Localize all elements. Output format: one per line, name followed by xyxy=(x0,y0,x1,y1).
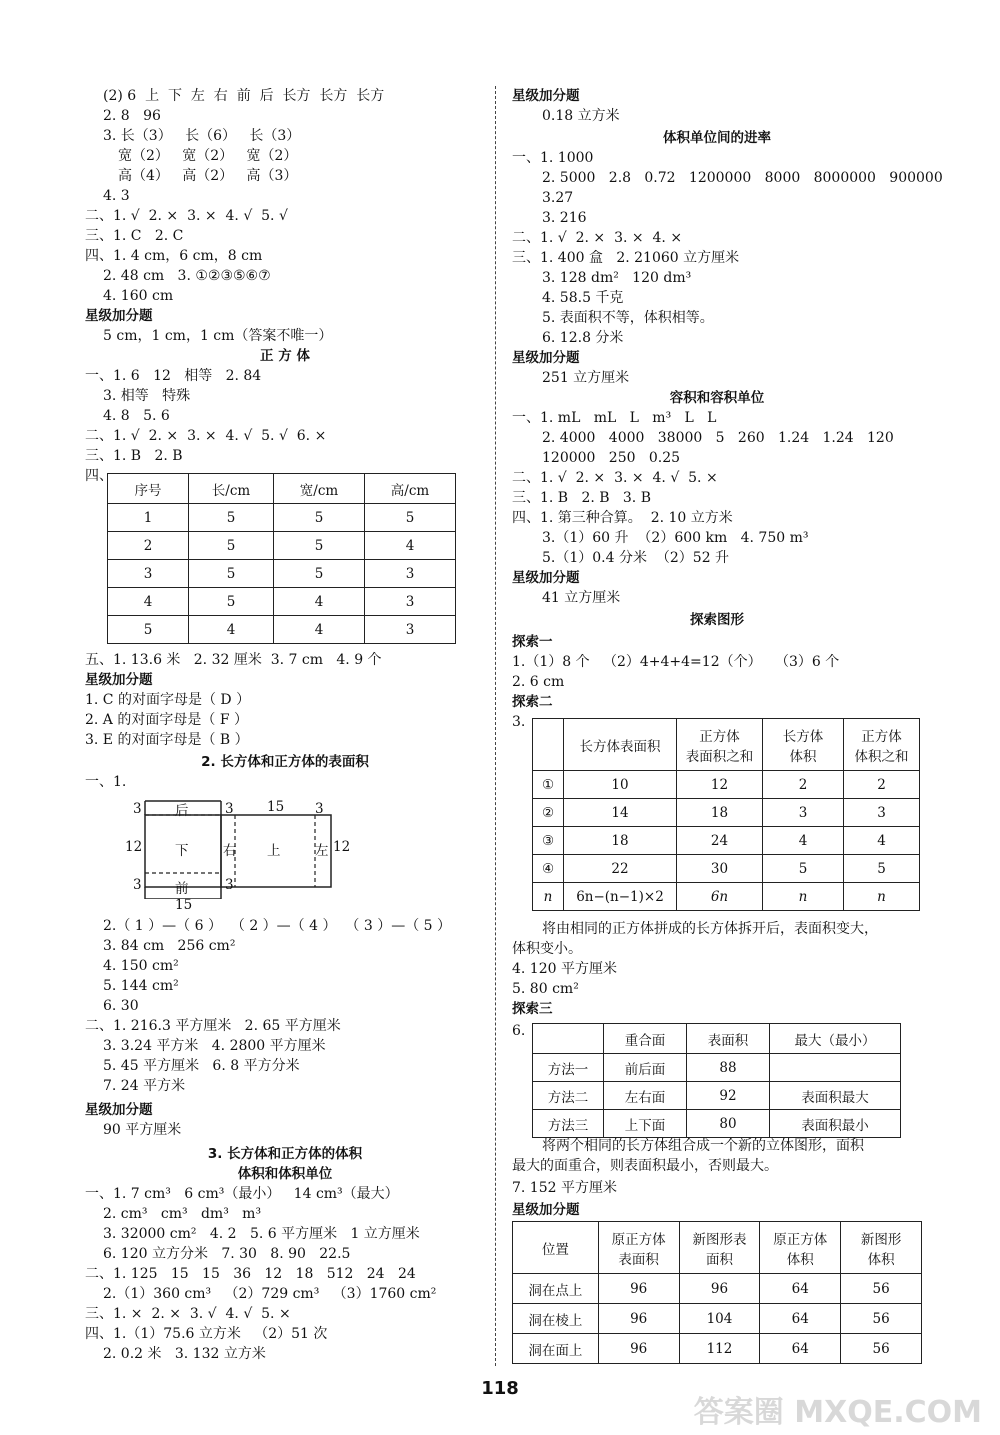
answer-line: 2. 4000 4000 38000 5 260 1.24 1.24 120 xyxy=(542,430,894,446)
table-row xyxy=(533,1054,901,1082)
table-cell: 88 xyxy=(687,1054,770,1082)
answer-line: 三、1. C 2. C xyxy=(85,228,184,244)
table-cell: 3 xyxy=(844,799,920,827)
table-cell: 3 xyxy=(763,799,844,827)
table-cell: 5 xyxy=(189,532,274,560)
table-cell: 96 xyxy=(679,1274,760,1304)
table-row xyxy=(108,560,456,588)
table-cell: 96 xyxy=(598,1334,679,1364)
section-heading: 体积单位间的进率 xyxy=(663,130,771,146)
table-cell: 左右面 xyxy=(604,1082,687,1110)
cuboid-net-diagram xyxy=(115,799,375,913)
table-cell: 1 xyxy=(108,504,189,532)
table-header-cell xyxy=(533,1024,604,1054)
answer-line: 3. 相等 特殊 xyxy=(103,388,191,404)
answer-line: 体积变小。 xyxy=(512,941,582,957)
answer-line: 三、1. 400 盒 2. 21060 立方厘米 xyxy=(512,250,740,266)
table-cell: 12 xyxy=(677,771,763,799)
table-cell: 96 xyxy=(598,1274,679,1304)
table-cell: 6n xyxy=(677,883,763,911)
cuboid-dimensions-table xyxy=(107,473,456,644)
table-cell: 24 xyxy=(677,827,763,855)
answer-line: 二、1. 216.3 平方厘米 2. 65 平方厘米 xyxy=(85,1018,341,1034)
section-heading: 星级加分题 xyxy=(85,308,153,324)
table-cell: 22 xyxy=(564,855,677,883)
answer-line: 2. 0.2 米 3. 132 立方米 xyxy=(103,1346,266,1362)
answer-line: 3.27 xyxy=(542,190,574,206)
table-cell: 2 xyxy=(844,771,920,799)
net-face-label: 后 xyxy=(175,803,189,819)
table-cell: 方法一 xyxy=(533,1054,604,1082)
table-header-cell: 新图形 体积 xyxy=(841,1222,922,1274)
table-header-cell: 高/cm xyxy=(365,474,456,504)
table-cell: 方法三 xyxy=(533,1110,604,1138)
table-header-cell: 位置 xyxy=(513,1222,599,1274)
table-cell: 3 xyxy=(365,588,456,616)
section-heading: 星级加分题 xyxy=(512,570,580,586)
table-cell: 5 xyxy=(365,504,456,532)
table-row xyxy=(533,1110,901,1138)
table-cell: 64 xyxy=(760,1304,841,1334)
answer-line: 二、1. √ 2. × 3. × 4. √ 5. √ 6. × xyxy=(85,428,327,444)
table-cell: 4 xyxy=(763,827,844,855)
answer-line: 2. 48 cm 3. ①②③⑤⑥⑦ xyxy=(103,268,271,284)
table-cell: 5 xyxy=(763,855,844,883)
answer-line: 4. 160 cm xyxy=(103,288,174,304)
answer-line: 一、1. 6 12 相等 2. 84 xyxy=(85,368,262,384)
table-header-cell: 正方体 表面积之和 xyxy=(677,719,763,771)
answer-line: 3. 3.24 平方米 4. 2800 平方厘米 xyxy=(103,1038,326,1054)
answer-line: 3. 32000 cm² 4. 2 5. 6 平方厘米 1 立方厘米 xyxy=(103,1226,420,1242)
table-cell: 洞在面上 xyxy=(513,1334,599,1364)
combination-method-table xyxy=(532,1023,901,1138)
answer-line: 2. 5000 2.8 0.72 1200000 8000 8000000 900000 xyxy=(542,170,943,186)
table-cell: n xyxy=(844,883,920,911)
table-header-cell: 最大（最小） xyxy=(770,1024,901,1054)
table-cell: 56 xyxy=(841,1304,922,1334)
table-cell: 92 xyxy=(687,1082,770,1110)
answer-line: 二、1. √ 2. × 3. × 4. √ 5. × xyxy=(512,470,718,486)
table-row xyxy=(513,1304,922,1334)
section-heading: 星级加分题 xyxy=(512,88,580,104)
table-row xyxy=(533,827,920,855)
table-row xyxy=(108,616,456,644)
table-cell: 上下面 xyxy=(604,1110,687,1138)
answer-line: 二、1. √ 2. × 3. × 4. × xyxy=(512,230,683,246)
section-heading: 探索一 xyxy=(512,634,553,650)
table-header-cell: 长方体 体积 xyxy=(763,719,844,771)
answer-line: 6. 120 立方分米 7. 30 8. 90 22.5 xyxy=(103,1246,351,1262)
net-face-label: 上 xyxy=(267,843,281,859)
answer-line: 将两个相同的长方体组合成一个新的立体图形，面积 xyxy=(542,1138,864,1154)
table-cell: ① xyxy=(533,771,564,799)
answer-line: 2. 8 96 xyxy=(103,108,161,124)
answer-line: 3. xyxy=(512,714,526,730)
table-row xyxy=(108,532,456,560)
table-cell: 方法二 xyxy=(533,1082,604,1110)
answer-line: 1. C 的对面字母是（ D ） xyxy=(85,692,251,708)
table-cell: 4 xyxy=(189,616,274,644)
answer-line: 5 cm，1 cm，1 cm（答案不唯一） xyxy=(103,328,333,344)
answer-line: 5. 45 平方厘米 6. 8 平方分米 xyxy=(103,1058,300,1074)
answer-line: 3. 216 xyxy=(542,210,587,226)
table-cell: 5 xyxy=(189,560,274,588)
table-cell: 洞在棱上 xyxy=(513,1304,599,1334)
table-cell: 56 xyxy=(841,1274,922,1304)
table-cell: 5 xyxy=(274,532,365,560)
table-cell: 3 xyxy=(365,560,456,588)
answer-line: 120000 250 0.25 xyxy=(542,450,681,466)
table-cell: 18 xyxy=(677,799,763,827)
answer-line: 四、1. 第三种合算。 2. 10 立方米 xyxy=(512,510,733,526)
table-cell: 18 xyxy=(564,827,677,855)
table-header-cell: 原正方体 体积 xyxy=(760,1222,841,1274)
table-row xyxy=(533,799,920,827)
table-row xyxy=(533,771,920,799)
answer-line: 将由相同的正方体拼成的长方体拆开后，表面积变大， xyxy=(542,921,878,937)
table-cell: 96 xyxy=(598,1304,679,1334)
table-header-cell xyxy=(533,719,564,771)
table-cell: 表面积最大 xyxy=(770,1082,901,1110)
answer-line: 宽（2） 宽（2） 宽（2） xyxy=(118,148,298,164)
table-header-cell: 表面积 xyxy=(687,1024,770,1054)
table-cell: 4 xyxy=(365,532,456,560)
answer-line: 2.（ 1 ）—（ 6 ） （ 2 ）—（ 4 ） （ 3 ）—（ 5 ） xyxy=(103,918,452,934)
answer-line: 五、1. 13.6 米 2. 32 厘米 3. 7 cm 4. 9 个 xyxy=(85,652,382,668)
table-cell: 6n−(n−1)×2 xyxy=(564,883,677,911)
answer-line: 7. 24 平方米 xyxy=(103,1078,186,1094)
table-cell: ③ xyxy=(533,827,564,855)
answer-line: 高（4） 高（2） 高（3） xyxy=(118,168,298,184)
table-cell: 64 xyxy=(760,1334,841,1364)
table-header-cell: 宽/cm xyxy=(274,474,365,504)
table-header-cell: 序号 xyxy=(108,474,189,504)
table-cell: 5 xyxy=(108,616,189,644)
answer-line: 三、1. B 2. B 3. B xyxy=(512,490,651,506)
answer-line: 3. 长（3） 长（6） 长（3） xyxy=(103,128,301,144)
section-heading: 星级加分题 xyxy=(85,672,153,688)
answer-line: 3. 128 dm² 120 dm³ xyxy=(542,270,692,286)
surface-volume-comparison-table xyxy=(532,718,920,911)
watermark-logo: 答案圈 MXQE.COM xyxy=(693,1395,982,1430)
answer-line: 最大的面重合，则表面积最小，否则最大。 xyxy=(512,1158,778,1174)
column-divider xyxy=(495,86,496,1366)
table-cell: 2 xyxy=(108,532,189,560)
answer-line: 41 立方厘米 xyxy=(542,590,621,606)
table-row xyxy=(108,588,456,616)
section-heading: 星级加分题 xyxy=(512,1202,580,1218)
table-cell: 3 xyxy=(365,616,456,644)
net-dimension-label: 3 xyxy=(225,801,234,817)
table-cell: 64 xyxy=(760,1274,841,1304)
net-dimension-label: 3 xyxy=(225,877,234,893)
section-heading: 正 方 体 xyxy=(260,348,310,364)
table-cell: 80 xyxy=(687,1110,770,1138)
net-face-label: 前 xyxy=(175,881,189,897)
section-heading: 容积和容积单位 xyxy=(669,390,765,406)
net-dimension-label: 12 xyxy=(125,839,143,855)
answer-line: 251 立方厘米 xyxy=(542,370,630,386)
answer-line: 5. 80 cm² xyxy=(512,981,579,997)
table-cell: 10 xyxy=(564,771,677,799)
table-header-cell: 长/cm xyxy=(189,474,274,504)
table-cell: ④ xyxy=(533,855,564,883)
table-cell: n xyxy=(763,883,844,911)
table-row xyxy=(533,883,920,911)
answer-line: 6. 12.8 分米 xyxy=(542,330,624,346)
table-cell: 4 xyxy=(844,827,920,855)
table-cell: 56 xyxy=(841,1334,922,1364)
net-dimension-label: 15 xyxy=(267,799,285,815)
table-cell: 5 xyxy=(844,855,920,883)
answer-line: 2. cm³ cm³ dm³ m³ xyxy=(103,1206,262,1222)
page-number: 118 xyxy=(481,1378,519,1399)
section-heading: 星级加分题 xyxy=(85,1102,153,1118)
answer-line: 四、1.（1）75.6 立方米 （2）51 次 xyxy=(85,1326,328,1342)
net-face-label: 左 xyxy=(315,843,329,859)
answer-line: 5. 表面积不等，体积相等。 xyxy=(542,310,714,326)
answer-line: 3. E 的对面字母是（ B ） xyxy=(85,732,249,748)
table-row xyxy=(513,1274,922,1304)
table-cell: 前后面 xyxy=(604,1054,687,1082)
answer-line: 2. A 的对面字母是（ F ） xyxy=(85,712,248,728)
answer-line: 4. 58.5 千克 xyxy=(542,290,624,306)
table-row xyxy=(533,1082,901,1110)
answer-line: 一、1. mL mL L m³ L L xyxy=(512,410,717,426)
net-face-label: 下 xyxy=(175,843,189,859)
table-row xyxy=(108,504,456,532)
answer-line: 5. 144 cm² xyxy=(103,978,179,994)
table-header-cell: 新图形表 面积 xyxy=(679,1222,760,1274)
answer-line: 二、1. √ 2. × 3. × 4. √ 5. √ xyxy=(85,208,288,224)
net-dimension-label: 3 xyxy=(315,801,324,817)
answer-line: 4. 150 cm² xyxy=(103,958,179,974)
table-row xyxy=(513,1334,922,1364)
cube-hole-table xyxy=(512,1221,922,1364)
table-cell xyxy=(770,1054,901,1082)
answer-line: 3. 84 cm 256 cm² xyxy=(103,938,236,954)
answer-line: 7. 152 平方厘米 xyxy=(512,1180,617,1196)
net-dimension-label: 12 xyxy=(333,839,351,855)
table-cell: 表面积最小 xyxy=(770,1110,901,1138)
answer-line: 5.（1）0.4 分米 （2）52 升 xyxy=(542,550,730,566)
answer-line: 一、1. 1000 xyxy=(512,150,594,166)
answer-line: 四、 xyxy=(85,468,113,484)
net-dimension-label: 3 xyxy=(133,801,142,817)
table-cell: 4 xyxy=(108,588,189,616)
answer-line: 2.（1）360 cm³ （2）729 cm³ （3）1760 cm² xyxy=(103,1286,437,1302)
table-cell: 30 xyxy=(677,855,763,883)
table-header-cell: 原正方体 表面积 xyxy=(598,1222,679,1274)
table-header-cell: 正方体 体积之和 xyxy=(844,719,920,771)
table-cell: 14 xyxy=(564,799,677,827)
answer-line: 0.18 立方米 xyxy=(542,108,620,124)
table-cell: 2 xyxy=(763,771,844,799)
answer-line: 4. 8 5. 6 xyxy=(103,408,170,424)
table-cell: 4 xyxy=(274,616,365,644)
table-cell: 洞在点上 xyxy=(513,1274,599,1304)
answer-line: (2) 6 上 下 左 右 前 后 长方 长方 长方 xyxy=(103,88,385,104)
section-heading: 体积和体积单位 xyxy=(237,1166,333,1182)
section-heading: 探索二 xyxy=(512,694,553,710)
answer-line: 三、1. × 2. × 3. √ 4. √ 5. × xyxy=(85,1306,291,1322)
table-cell: 3 xyxy=(108,560,189,588)
table-row xyxy=(533,855,920,883)
table-cell: 104 xyxy=(679,1304,760,1334)
section-heading: 星级加分题 xyxy=(512,350,580,366)
answer-line: 4. 3 xyxy=(103,188,130,204)
net-dimension-label: 15 xyxy=(175,897,193,913)
answer-line: 三、1. B 2. B xyxy=(85,448,183,464)
table-cell: 4 xyxy=(274,588,365,616)
answer-line: 一、1. xyxy=(85,774,127,790)
section-heading: 探索图形 xyxy=(690,612,744,628)
table-cell: ② xyxy=(533,799,564,827)
table-cell: 112 xyxy=(679,1334,760,1364)
section-heading: 3. 长方体和正方体的体积 xyxy=(207,1146,363,1162)
table-cell: 5 xyxy=(274,504,365,532)
answer-line: 2. 6 cm xyxy=(512,674,565,690)
net-dimension-label: 3 xyxy=(133,877,142,893)
answer-line: 6. 30 xyxy=(103,998,139,1014)
table-header-cell: 重合面 xyxy=(604,1024,687,1054)
table-cell: 5 xyxy=(189,504,274,532)
answer-line: 90 平方厘米 xyxy=(103,1122,182,1138)
table-header-cell: 长方体表面积 xyxy=(564,719,677,771)
table-cell: 5 xyxy=(189,588,274,616)
section-heading: 2. 长方体和正方体的表面积 xyxy=(201,754,369,770)
answer-line: 6. xyxy=(512,1023,526,1039)
answer-line: 1.（1）8 个 （2）4+4+4=12（个） （3）6 个 xyxy=(512,654,840,670)
answer-line: 一、1. 7 cm³ 6 cm³（最小） 14 cm³（最大） xyxy=(85,1186,399,1202)
answer-line: 3.（1）60 升 （2）600 km 4. 750 m³ xyxy=(542,530,809,546)
section-heading: 探索三 xyxy=(512,1001,553,1017)
net-face-label: 右 xyxy=(223,843,237,859)
answer-line: 四、1. 4 cm，6 cm，8 cm xyxy=(85,248,263,264)
table-cell: n xyxy=(533,883,564,911)
answer-line: 4. 120 平方厘米 xyxy=(512,961,617,977)
answer-line: 二、1. 125 15 15 36 12 18 512 24 24 xyxy=(85,1266,416,1282)
table-cell: 5 xyxy=(274,560,365,588)
